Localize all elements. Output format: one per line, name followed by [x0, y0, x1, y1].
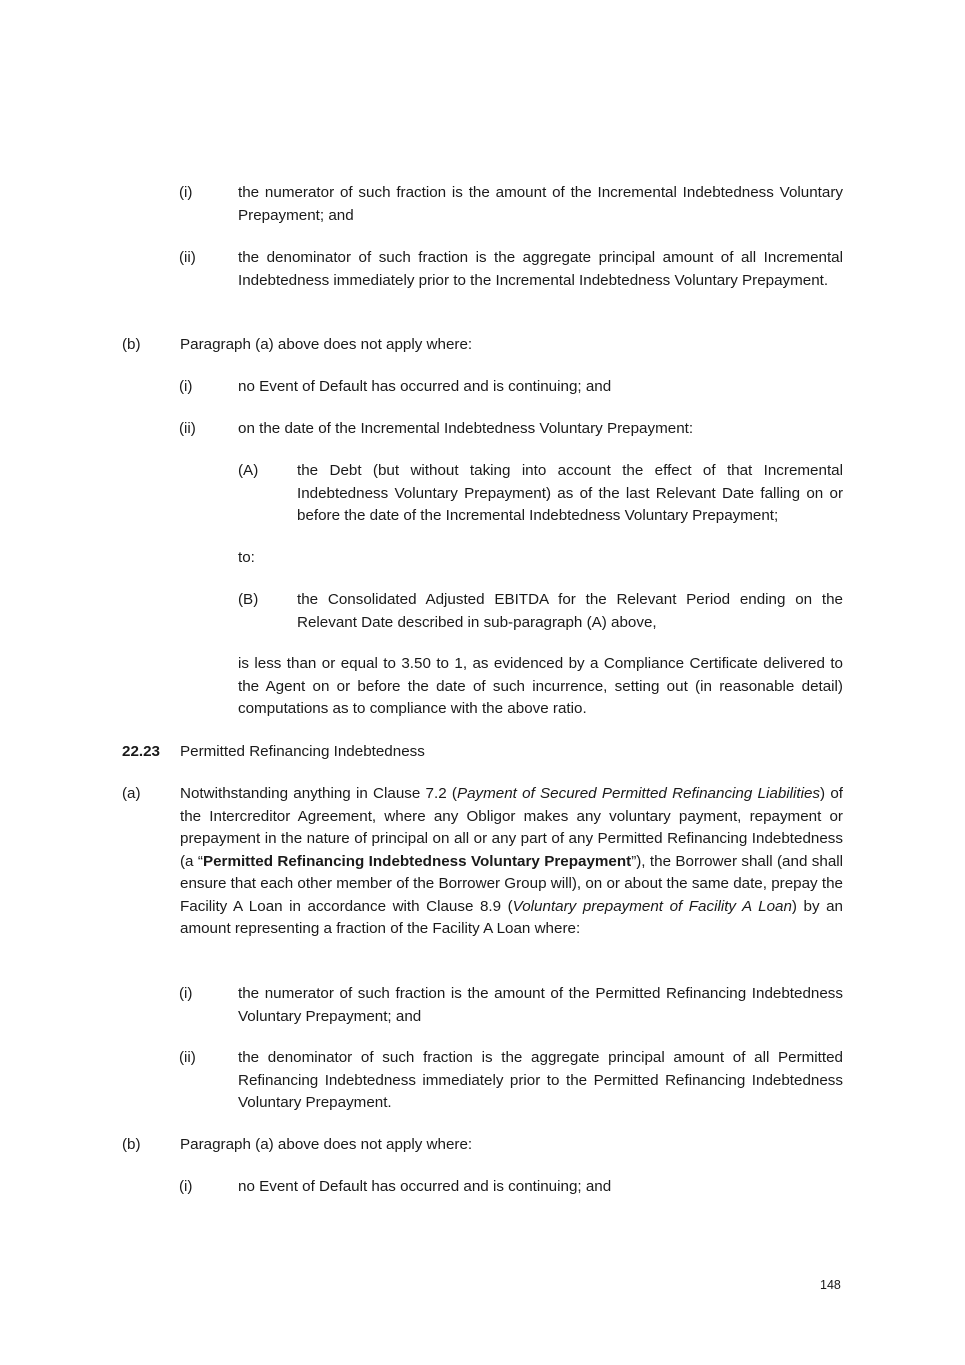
- item-label: (ii): [179, 1049, 196, 1066]
- to-connector: to:: [238, 549, 255, 566]
- defined-term: Permitted Refinancing Indebtedness Voluntary Prepayment: [202, 852, 632, 870]
- paragraph-b-intro: Paragraph (a) above does not apply where:: [180, 1136, 473, 1153]
- paragraph-label: (b): [122, 1136, 141, 1153]
- denominator-clause: the denominator of such fraction is the aggregate principal amount of all Incremental Indebtedness immediately prior to the Incremental Indebtedness Voluntary Prepayment.: [238, 249, 843, 289]
- no-default-clause: no Event of Default has occurred and is continuing; and: [238, 1178, 612, 1195]
- no-default-clause: no Event of Default has occurred and is continuing; and: [238, 378, 612, 395]
- item-label: (i): [179, 1178, 193, 1195]
- paragraph-label: (b): [122, 336, 141, 353]
- ratio-closing-text: is less than or equal to 3.50 to 1, as evidenced by a Compliance Certificate delivered to the Agent on or before the date of such incurrence, setting out (in reasonable detail) computations as to compliance with the above ratio.: [238, 655, 843, 717]
- subitem-label: (A): [238, 462, 259, 479]
- item-label: (i): [179, 184, 193, 201]
- ebitda-clause: the Consolidated Adjusted EBITDA for the Relevant Period ending on the Relevant Date described in sub-paragraph (A) above,: [297, 591, 843, 631]
- date-clause: on the date of the Incremental Indebtedness Voluntary Prepayment:: [238, 420, 694, 437]
- page-number: 148: [820, 1278, 841, 1292]
- clause-number: 22.23: [122, 743, 161, 760]
- item-label: (ii): [179, 249, 196, 266]
- denominator-clause: the denominator of such fraction is the aggregate principal amount of all Permitted Refinancing Indebtedness immediately prior to the Permitted Refinancing Indebtedness Voluntary Prepayment.: [238, 1049, 843, 1111]
- paragraph-label: (a): [122, 785, 141, 802]
- numerator-clause: the numerator of such fraction is the amount of the Incremental Indebtedness Voluntary Prepayment; and: [238, 184, 843, 224]
- subitem-label: (B): [238, 591, 259, 608]
- item-label: (ii): [179, 420, 196, 437]
- paragraph-b-intro: Paragraph (a) above does not apply where:: [180, 336, 473, 353]
- paragraph-a-text: Notwithstanding anything in Clause 7.2 (Payment of Secured Permitted Refinancing Liabilities) of the Intercreditor Agreement, where any Obligor makes any voluntary payment, repayment or prepayment in the nature of principal on all or any part of any Permitted Refinancing Indebtedness (a “Permitted Refinancing Indebtedness Voluntary Prepayment”), the Borrower shall (and shall ensure that each other member of the Borrower Group will), on or about the same date, prepay the Facility A Loan in accordance with Clause 8.9 (Voluntary prepayment of Facility A Loan) by an amount representing a fraction of the Facility A Loan where:: [180, 785, 844, 937]
- numerator-clause: the numerator of such fraction is the amount of the Permitted Refinancing Indebtedness Voluntary Prepayment; and: [238, 985, 843, 1025]
- item-label: (i): [179, 985, 193, 1002]
- clause-title: Permitted Refinancing Indebtedness: [180, 743, 425, 760]
- debt-clause: the Debt (but without taking into account the effect of that Incremental Indebtedness Voluntary Prepayment) as of the last Relevant Date falling on or before the date of the Incremental Indebtedness Voluntary Prepayment;: [297, 462, 843, 524]
- item-label: (i): [179, 378, 193, 395]
